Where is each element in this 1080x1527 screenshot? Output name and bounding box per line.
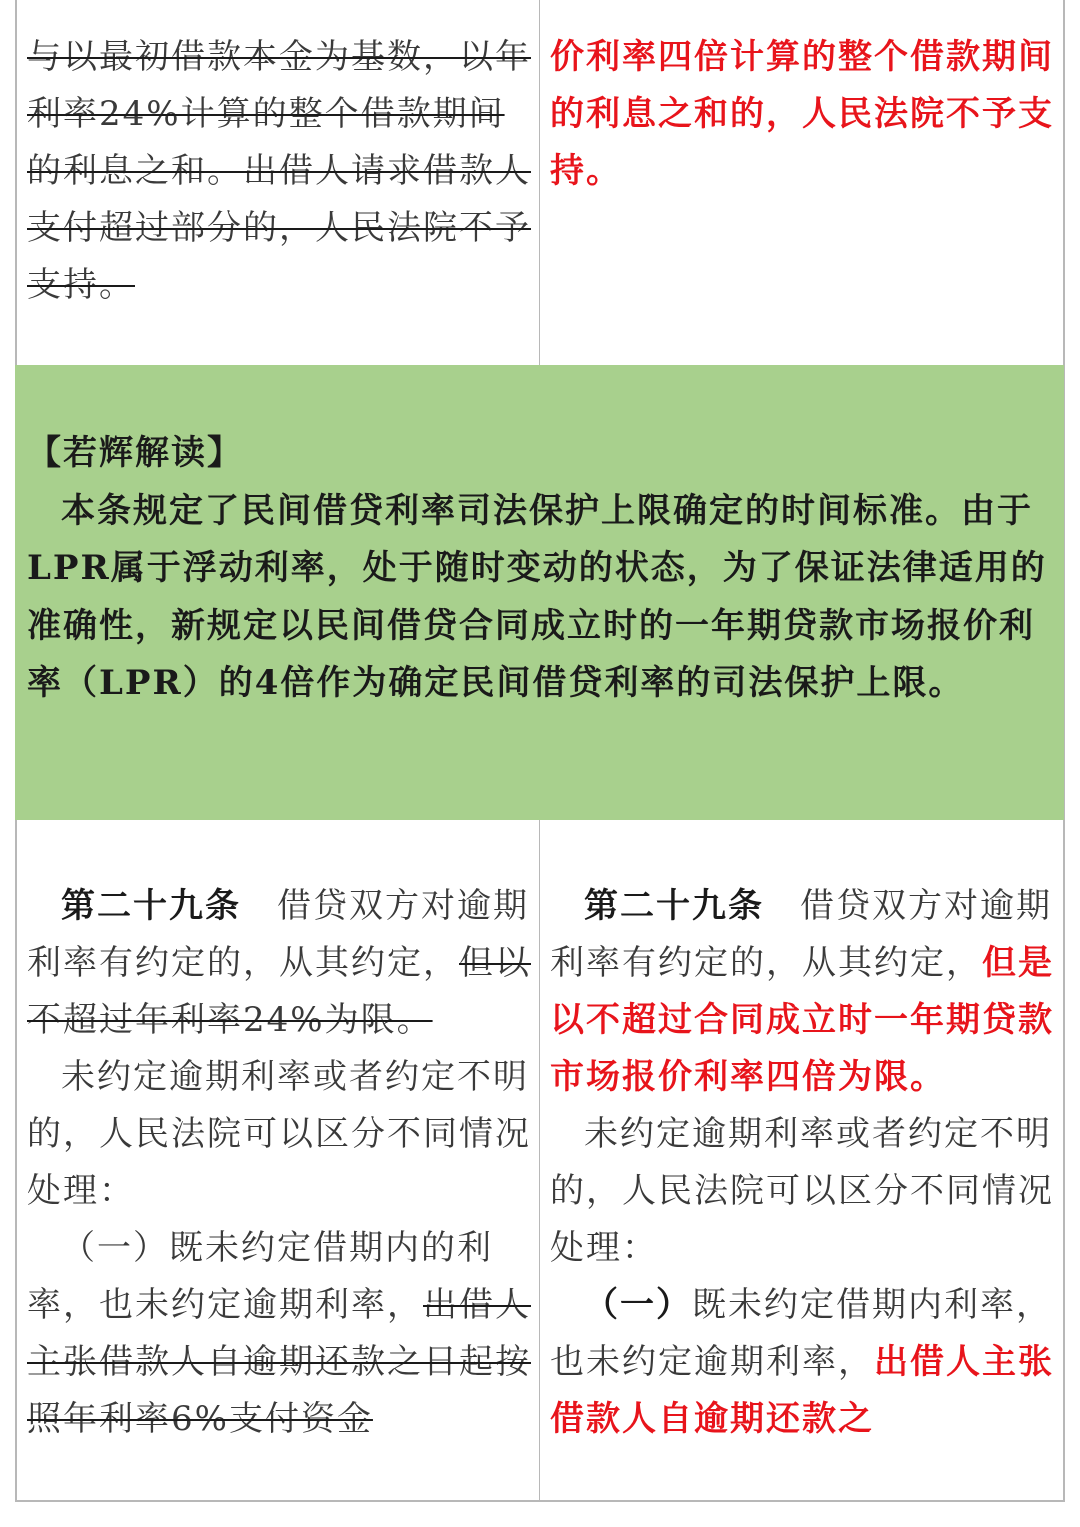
article-paragraph: 未约定逾期利率或者约定不明的，人民法院可以区分不同情况处理： <box>550 1114 1054 1268</box>
article-text: 既未约定借期内利率，也未约定逾期利率， <box>550 1285 1052 1382</box>
added-text: 但是以不超过合同成立时一年期贷款市场报价利率四倍为限。 <box>550 943 1054 1097</box>
deleted-text: 但以不超过年利率24%为限。 <box>27 943 531 1040</box>
deleted-text: 与以最初借款本金为基数，以年利率24%计算的整个借款期间的利息之和。出借人请求借款人支付超过部分的，人民法院不予支持。 <box>27 37 531 305</box>
article-text: 借贷双方对逾期利率有约定的，从其约定， <box>550 886 1052 983</box>
article-paragraph: 未约定逾期利率或者约定不明的，人民法院可以区分不同情况处理： <box>27 1057 531 1211</box>
table-divider-bottom <box>539 820 540 1502</box>
article-number: 第二十九条 <box>584 886 764 926</box>
deleted-text: 出借人主张借款人自逾期还款之日起按照年利率6%支付资金 <box>27 1285 531 1439</box>
old-clause-continuation <box>27 29 531 314</box>
added-text: 价利率四倍计算的整个借款期间的利息之和的，人民法院不予支持。 <box>550 37 1054 191</box>
article-number: 第二十九条 <box>61 886 241 926</box>
old-article-29 <box>27 878 531 1448</box>
article-text: 借贷双方对逾期利率有约定的，从其约定， <box>27 886 529 983</box>
item-number: （一） <box>584 1285 692 1325</box>
interpretation-body: 本条规定了民间借贷利率司法保护上限确定的时间标准。由于LPR属于浮动利率，处于随时变动的状态，为了保证法律适用的准确性，新规定以民间借贷合同成立时的一年期贷款市场报价利率（LPR）的4倍作为确定民间借贷利率的司法保护上限。 <box>27 490 1047 703</box>
new-article-29 <box>550 878 1056 1448</box>
article-text: （一）既未约定借期内的利率，也未约定逾期利率， <box>27 1228 493 1325</box>
added-text: 出借人主张借款人自逾期还款之 <box>550 1342 1054 1439</box>
interpretation-text <box>27 425 1059 713</box>
new-clause-continuation <box>550 29 1056 200</box>
table-divider-top <box>539 0 540 365</box>
table-border-bottom <box>15 1500 1065 1502</box>
interpretation-heading: 【若辉解读】 <box>27 433 243 473</box>
